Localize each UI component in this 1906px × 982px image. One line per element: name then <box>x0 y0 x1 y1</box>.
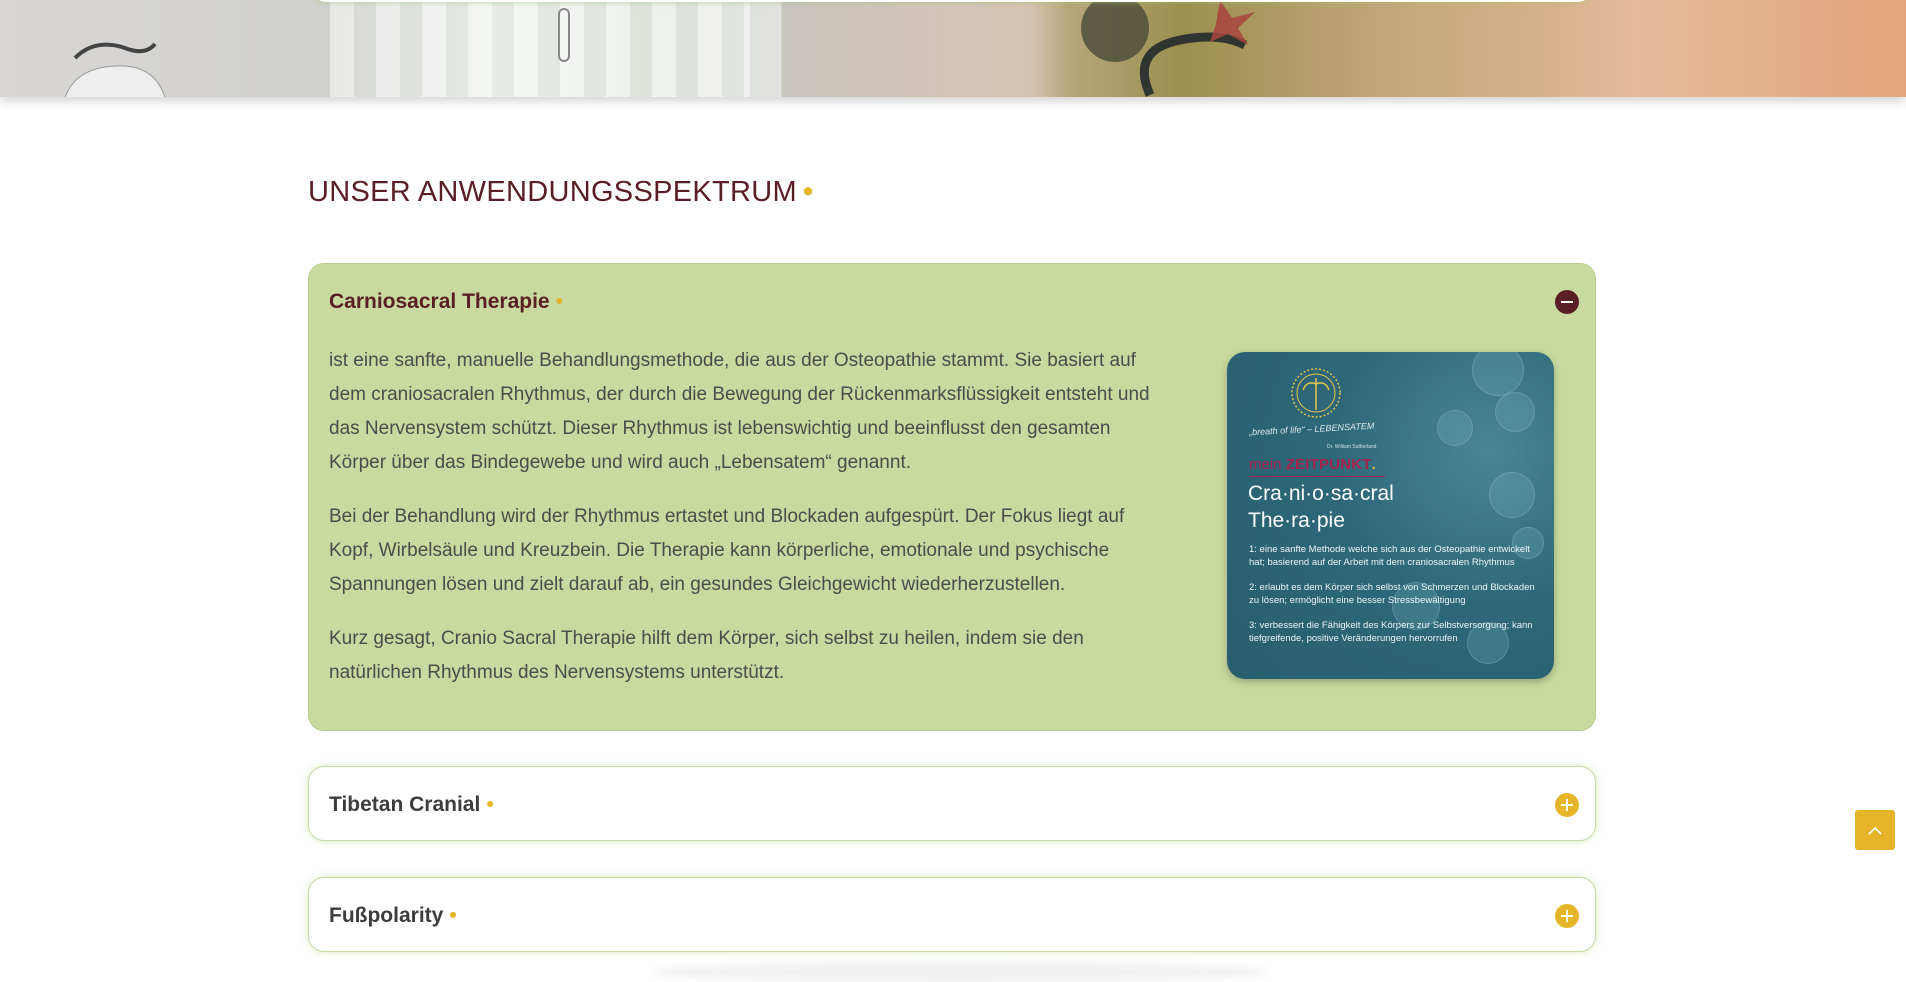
accordion-title: Tibetan Cranial • <box>329 792 494 816</box>
brand-underline <box>1249 476 1385 477</box>
image-tagline-author: Dr. William Sutherland <box>1327 444 1377 450</box>
list-item: 1: eine sanfte Methode welche sich aus der Osteopathie entwickelt hat; basierend auf der Arbeit mit dem craniosacralen Rhythmus <box>1249 544 1530 568</box>
brand-wordmark: mein ZEITPUNKT. <box>1249 456 1376 473</box>
paragraph: Bei der Behandlung wird der Rhythmus ertastet und Blockaden aufgespürt. Der Fokus liegt auf Kopf, Wirbelsäule und Kreuzbein. Die Therapie kann körperliche, emotionale und psychische Spannungen lösen und zielt darauf ab, ein gesundes Gleichgewicht wiederherzustellen. <box>329 506 1125 595</box>
list-item: 3: verbessert die Fähigkeit des Körpers zur Selbstversorgung; kann tiefgreifende, positive Veränderungen hervorrufen <box>1249 620 1533 644</box>
list-item: 2: erlaubt es dem Körper sich selbst von Schmerzen und Blockaden zu lösen; ermöglicht eine besser Stressbewältigung <box>1249 582 1535 606</box>
logo-icon <box>1289 366 1343 420</box>
back-to-top-button[interactable] <box>1855 810 1895 850</box>
therapy-info-image <box>1227 352 1554 679</box>
footer-shadow <box>650 962 1270 982</box>
paragraph: ist eine sanfte, manuelle Behandlungsmethode, die aus der Osteopathie stammt. Sie basiert auf dem craniosacralen Rhythmus, der durch die Bewegung der Rückenmarksflüssigkeit entsteht und das Nervensystem schützt. Dieser Rhythmus ist lebenswichtig und beeinflusst den gesamten Körper über das Bindegewebe und wird auch „Lebensatem“ genannt. <box>329 350 1150 473</box>
plus-circle-icon[interactable] <box>1555 904 1579 928</box>
accordion-item-fusspolarity <box>308 877 1596 952</box>
window-curtain <box>330 0 750 97</box>
lamp-decoration <box>55 38 205 97</box>
hero-image <box>0 0 1906 97</box>
image-points <box>1249 544 1539 658</box>
window-handle <box>558 8 570 62</box>
section-title: UNSER ANWENDUNGSSPEKTRUM • <box>308 176 814 208</box>
plus-circle-icon[interactable] <box>1555 793 1579 817</box>
image-tagline: „breath of life“ – LEBENSATEM <box>1248 420 1375 438</box>
accordion-item-carniosacral <box>308 263 1596 731</box>
accordion-title: Carniosacral Therapie • <box>329 289 563 313</box>
accordion-title: Fußpolarity • <box>329 903 457 927</box>
accordion-header-tibetan-cranial[interactable] <box>329 767 1579 842</box>
paragraph: Kurz gesagt, Cranio Sacral Therapie hilft dem Körper, sich selbst zu heilen, indem sie den natürlichen Rhythmus des Nervensystems unterstützt. <box>329 628 1084 683</box>
accordion-header-fusspolarity[interactable] <box>329 878 1579 953</box>
accordion-content <box>329 344 1169 710</box>
image-headline: Cra·ni·o·sa·cral The·ra·pie <box>1248 482 1394 532</box>
minus-circle-icon[interactable] <box>1555 290 1579 314</box>
wall-art <box>1070 0 1390 97</box>
hero-card-edge <box>312 0 1592 2</box>
chevron-up-icon <box>1868 826 1882 835</box>
accordion-header-carniosacral[interactable] <box>329 264 1579 339</box>
accordion-item-tibetan-cranial <box>308 766 1596 841</box>
